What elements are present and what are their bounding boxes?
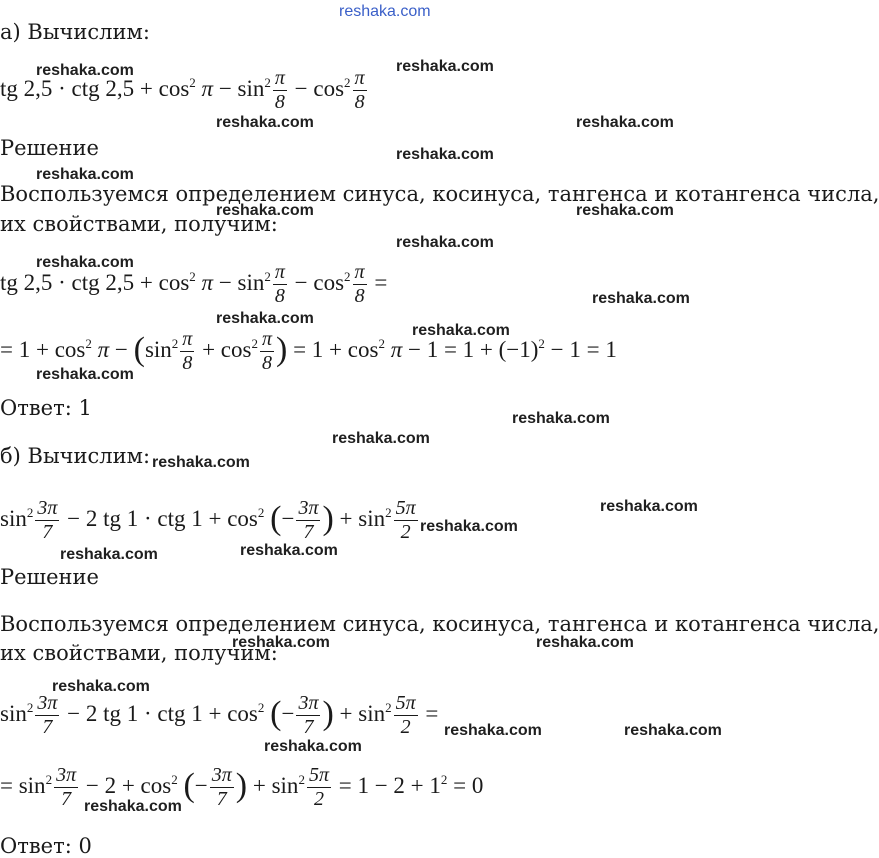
part-b-solution-label: Решение <box>0 565 99 589</box>
watermark: reshaka.com <box>592 290 690 307</box>
part-a-heading: а) Вычислим: <box>0 20 150 44</box>
watermark: reshaka.com <box>512 410 610 427</box>
watermark: reshaka.com <box>84 798 182 815</box>
watermark: reshaka.com <box>36 62 134 79</box>
watermark: reshaka.com <box>576 202 674 219</box>
watermark: reshaka.com <box>240 542 338 559</box>
watermark: reshaka.com <box>152 454 250 471</box>
part-b-intro-line1: Воспользуемся определением синуса, косинуса, тангенса и котангенса числа, <box>0 612 879 636</box>
watermark: reshaka.com <box>52 678 150 695</box>
part-b-heading: б) Вычислим: <box>0 444 151 468</box>
part-a-step1: tg 2,5 · ctg $2,5 + \cos^2 \pi - \sin^2$ $\frac{\pi}{8}$ − $\cos^2$ $\frac{\pi}{8}$ = <box>0 261 388 307</box>
watermark: reshaka.com <box>60 546 158 563</box>
watermark: reshaka.com <box>332 430 430 447</box>
watermark: reshaka.com <box>396 234 494 251</box>
part-a-intro-line1: Воспользуемся определением синуса, косинуса, тангенса и котангенса числа, <box>0 182 879 206</box>
watermark: reshaka.com <box>396 146 494 163</box>
watermark: reshaka.com <box>536 634 634 651</box>
watermark: reshaka.com <box>36 366 134 383</box>
watermark: reshaka.com <box>216 202 314 219</box>
part-b-step1: $\sin^2$ $\frac{3\pi}{7}$ − 2 tg 1 · ctg $1 + \cos^2$ (− $\frac{3\pi}{7}$ ) + $\sin^2$ $\frac{5\pi}{2}$ = <box>0 692 439 739</box>
site-watermark: reshaka.com <box>339 3 431 20</box>
part-b-expression: $\sin^2$ $\frac{3\pi}{7}$ − 2 tg 1 · ctg $1 + \cos^2$ (− $\frac{3\pi}{7}$ ) + $\sin^2$ $\frac{5\pi}{2}$ <box>0 497 416 544</box>
watermark: reshaka.com <box>36 254 134 271</box>
watermark: reshaka.com <box>216 310 314 327</box>
watermark: reshaka.com <box>232 634 330 651</box>
part-b-answer: Ответ: 0 <box>0 834 92 858</box>
watermark: reshaka.com <box>396 58 494 75</box>
watermark: reshaka.com <box>576 114 674 131</box>
watermark: reshaka.com <box>624 722 722 739</box>
watermark: reshaka.com <box>600 498 698 515</box>
part-a-expression: tg 2,5 · ctg $2,5 + \cos^2 \pi - \sin^2$ $\frac{\pi}{8}$ − $\cos^2$ $\frac{\pi}{8}$ <box>0 67 365 113</box>
watermark: reshaka.com <box>420 518 518 535</box>
part-b-intro-line2: их свойствами, получим: <box>0 641 278 665</box>
watermark: reshaka.com <box>36 166 134 183</box>
watermark: reshaka.com <box>412 322 510 339</box>
part-a-step2: = $1 + \cos^2 \pi - (\sin^2$ $\frac{\pi}{8}$ + $\cos^2$ $\frac{\pi}{8}$ ) = $1 + \cos^2 \pi - 1 = 1 + (-1)^2 - 1 = 1$ <box>0 328 617 375</box>
watermark: reshaka.com <box>264 738 362 755</box>
part-a-intro-line2: их свойствами, получим: <box>0 212 278 236</box>
watermark: reshaka.com <box>216 114 314 131</box>
part-a-solution-label: Решение <box>0 136 99 160</box>
part-b-step2: = $\sin^2$ $\frac{3\pi}{7}$ − $2 + \cos^2$ (− $\frac{3\pi}{7}$ ) + $\sin^2$ $\frac{5\pi}{2}$ = $1 - 2 + 1^2 = 0$ <box>0 764 484 811</box>
watermark: reshaka.com <box>444 722 542 739</box>
part-a-answer: Ответ: 1 <box>0 396 92 420</box>
